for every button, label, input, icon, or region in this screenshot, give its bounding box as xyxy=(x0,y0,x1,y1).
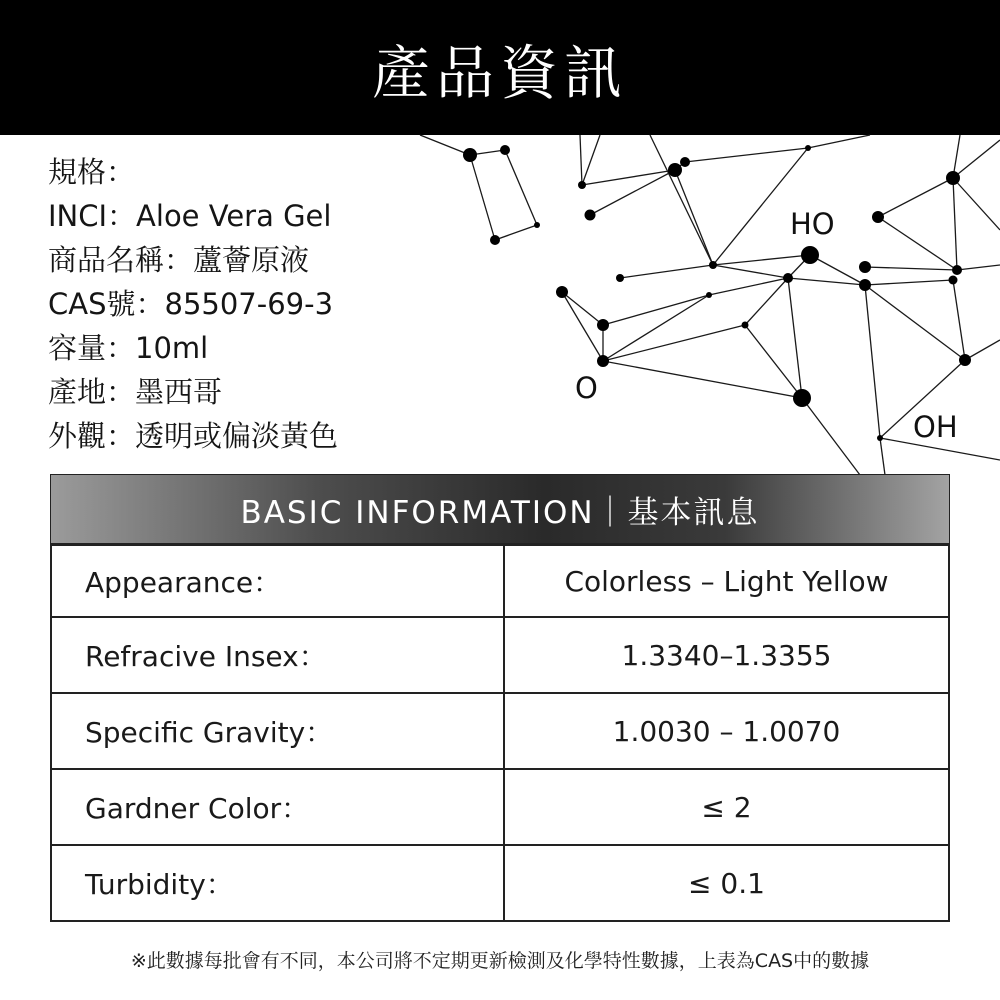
molecule-label-oh: OH xyxy=(913,410,958,444)
row-label: Specific Gravity： xyxy=(51,693,504,769)
table-row xyxy=(51,769,949,845)
spec-line: 商品名稱：蘆薈原液 xyxy=(48,243,310,277)
spec-line: 規格： xyxy=(48,155,136,189)
row-label: Refracive Insex： xyxy=(51,617,504,693)
row-value: ≤ 0.1 xyxy=(504,845,949,921)
spec-line: 外觀：透明或偏淡黃色 xyxy=(48,419,339,453)
table-row xyxy=(51,545,949,617)
basic-information-table xyxy=(50,474,950,922)
row-value: 1.3340–1.3355 xyxy=(504,617,949,693)
table-title: BASIC INFORMATION｜基本訊息 xyxy=(50,474,950,544)
row-label: Appearance： xyxy=(51,545,504,617)
table-row xyxy=(51,617,949,693)
spec-list xyxy=(48,150,338,458)
spec-line: 容量：10ml xyxy=(48,331,209,365)
spec-line: 產地：墨西哥 xyxy=(48,375,223,409)
molecule-label-ho: HO xyxy=(790,207,835,241)
spec-line: INCI：Aloe Vera Gel xyxy=(48,199,332,233)
table-row xyxy=(51,693,949,769)
spec-line: CAS號：85507-69-3 xyxy=(48,287,334,321)
footnote: ※此數據每批會有不同，本公司將不定期更新檢測及化學特性數據，上表為CAS中的數據 xyxy=(130,950,870,972)
row-label: Turbidity： xyxy=(51,845,504,921)
row-label: Gardner Color： xyxy=(51,769,504,845)
page-title: 產品資訊 xyxy=(371,38,628,107)
row-value: ≤ 2 xyxy=(504,769,949,845)
table-row xyxy=(51,845,949,921)
info-table xyxy=(50,544,950,922)
row-value: Colorless – Light Yellow xyxy=(504,545,949,617)
row-value: 1.0030 – 1.0070 xyxy=(504,693,949,769)
molecule-label-o: O xyxy=(575,371,598,405)
